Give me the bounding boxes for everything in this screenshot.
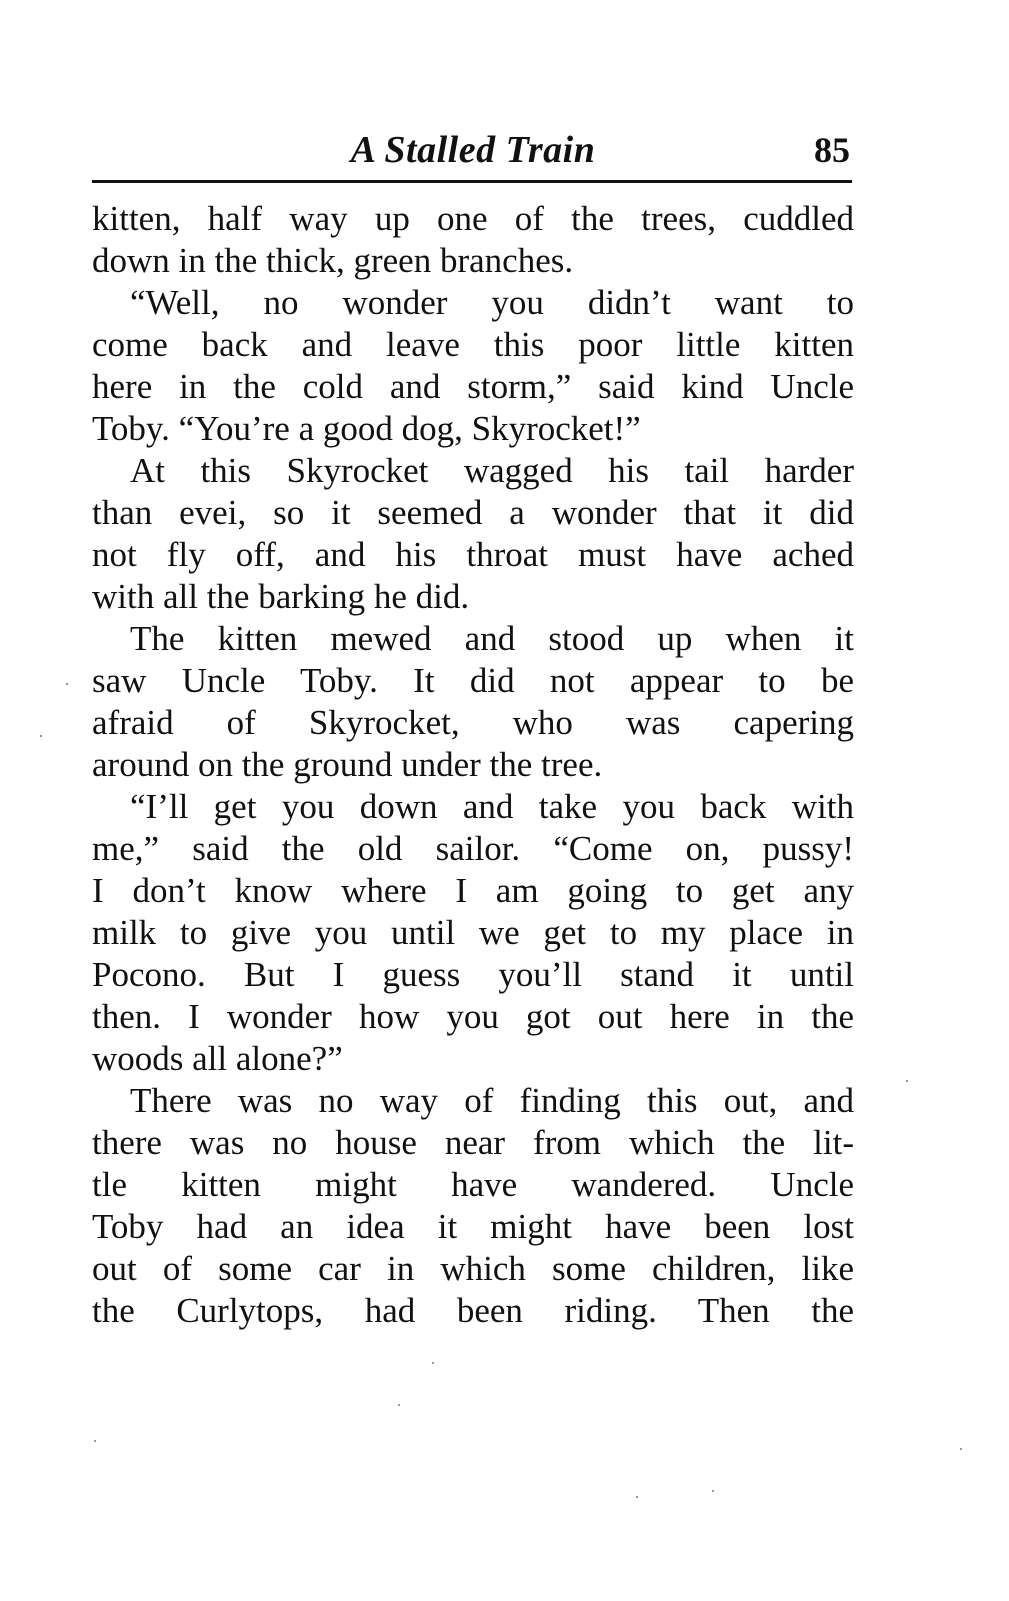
paper-speck [94, 1440, 96, 1442]
running-head [92, 124, 854, 176]
text-line: the Curlytops, had been riding. Then the [92, 1291, 854, 1330]
text-line: out of some car in which some children, like [92, 1249, 854, 1288]
text-line: down in the thick, green branches. [92, 241, 574, 280]
paper-speck [432, 1362, 434, 1364]
text-line: Pocono. But I guess you’ll stand it until [92, 955, 854, 994]
text-line: not fly off, and his throat must have ached [92, 535, 854, 574]
text-line: There was no way of finding this out, and [130, 1081, 854, 1120]
text-line: kitten, half way up one of the trees, cuddled [92, 199, 854, 238]
body-text [92, 198, 854, 1332]
text-line: saw Uncle Toby. It did not appear to be [92, 661, 854, 700]
page-number: 85 [814, 130, 850, 170]
text-line: there was no house near from which the lit- [92, 1123, 854, 1162]
text-line: around on the ground under the tree. [92, 745, 603, 784]
text-line: “Well, no wonder you didn’t want to [130, 283, 854, 322]
header-rule [92, 180, 852, 183]
running-title: A Stalled Train [350, 129, 596, 171]
paper-speck [906, 1080, 908, 1082]
paper-speck [398, 1404, 400, 1406]
text-line: Toby. “You’re a good dog, Skyrocket!” [92, 409, 641, 448]
text-line: At this Skyrocket wagged his tail harder [130, 451, 854, 490]
text-line: milk to give you until we get to my place in [92, 913, 854, 952]
paper-speck [40, 735, 42, 737]
text-line: afraid of Skyrocket, who was capering [92, 703, 854, 742]
paper-speck [960, 1448, 962, 1450]
paper-speck [712, 1490, 714, 1492]
text-line: tle kitten might have wandered. Uncle [92, 1165, 854, 1204]
text-line: I don’t know where I am going to get any [92, 871, 854, 910]
text-line: The kitten mewed and stood up when it [130, 619, 854, 658]
text-line: me,” said the old sailor. “Come on, pussy! [92, 829, 854, 868]
text-line: with all the barking he did. [92, 577, 470, 616]
text-line: Toby had an idea it might have been lost [92, 1207, 854, 1246]
paper-speck [66, 683, 68, 685]
text-line: “I’ll get you down and take you back with [130, 787, 854, 826]
text-line: than evei, so it seemed a wonder that it did [92, 493, 854, 532]
paper-speck [636, 1496, 638, 1498]
text-line: woods all alone?” [92, 1039, 343, 1078]
text-line: come back and leave this poor little kitten [92, 325, 854, 364]
text-line: then. I wonder how you got out here in the [92, 997, 854, 1036]
text-line: here in the cold and storm,” said kind Uncle [92, 367, 854, 406]
